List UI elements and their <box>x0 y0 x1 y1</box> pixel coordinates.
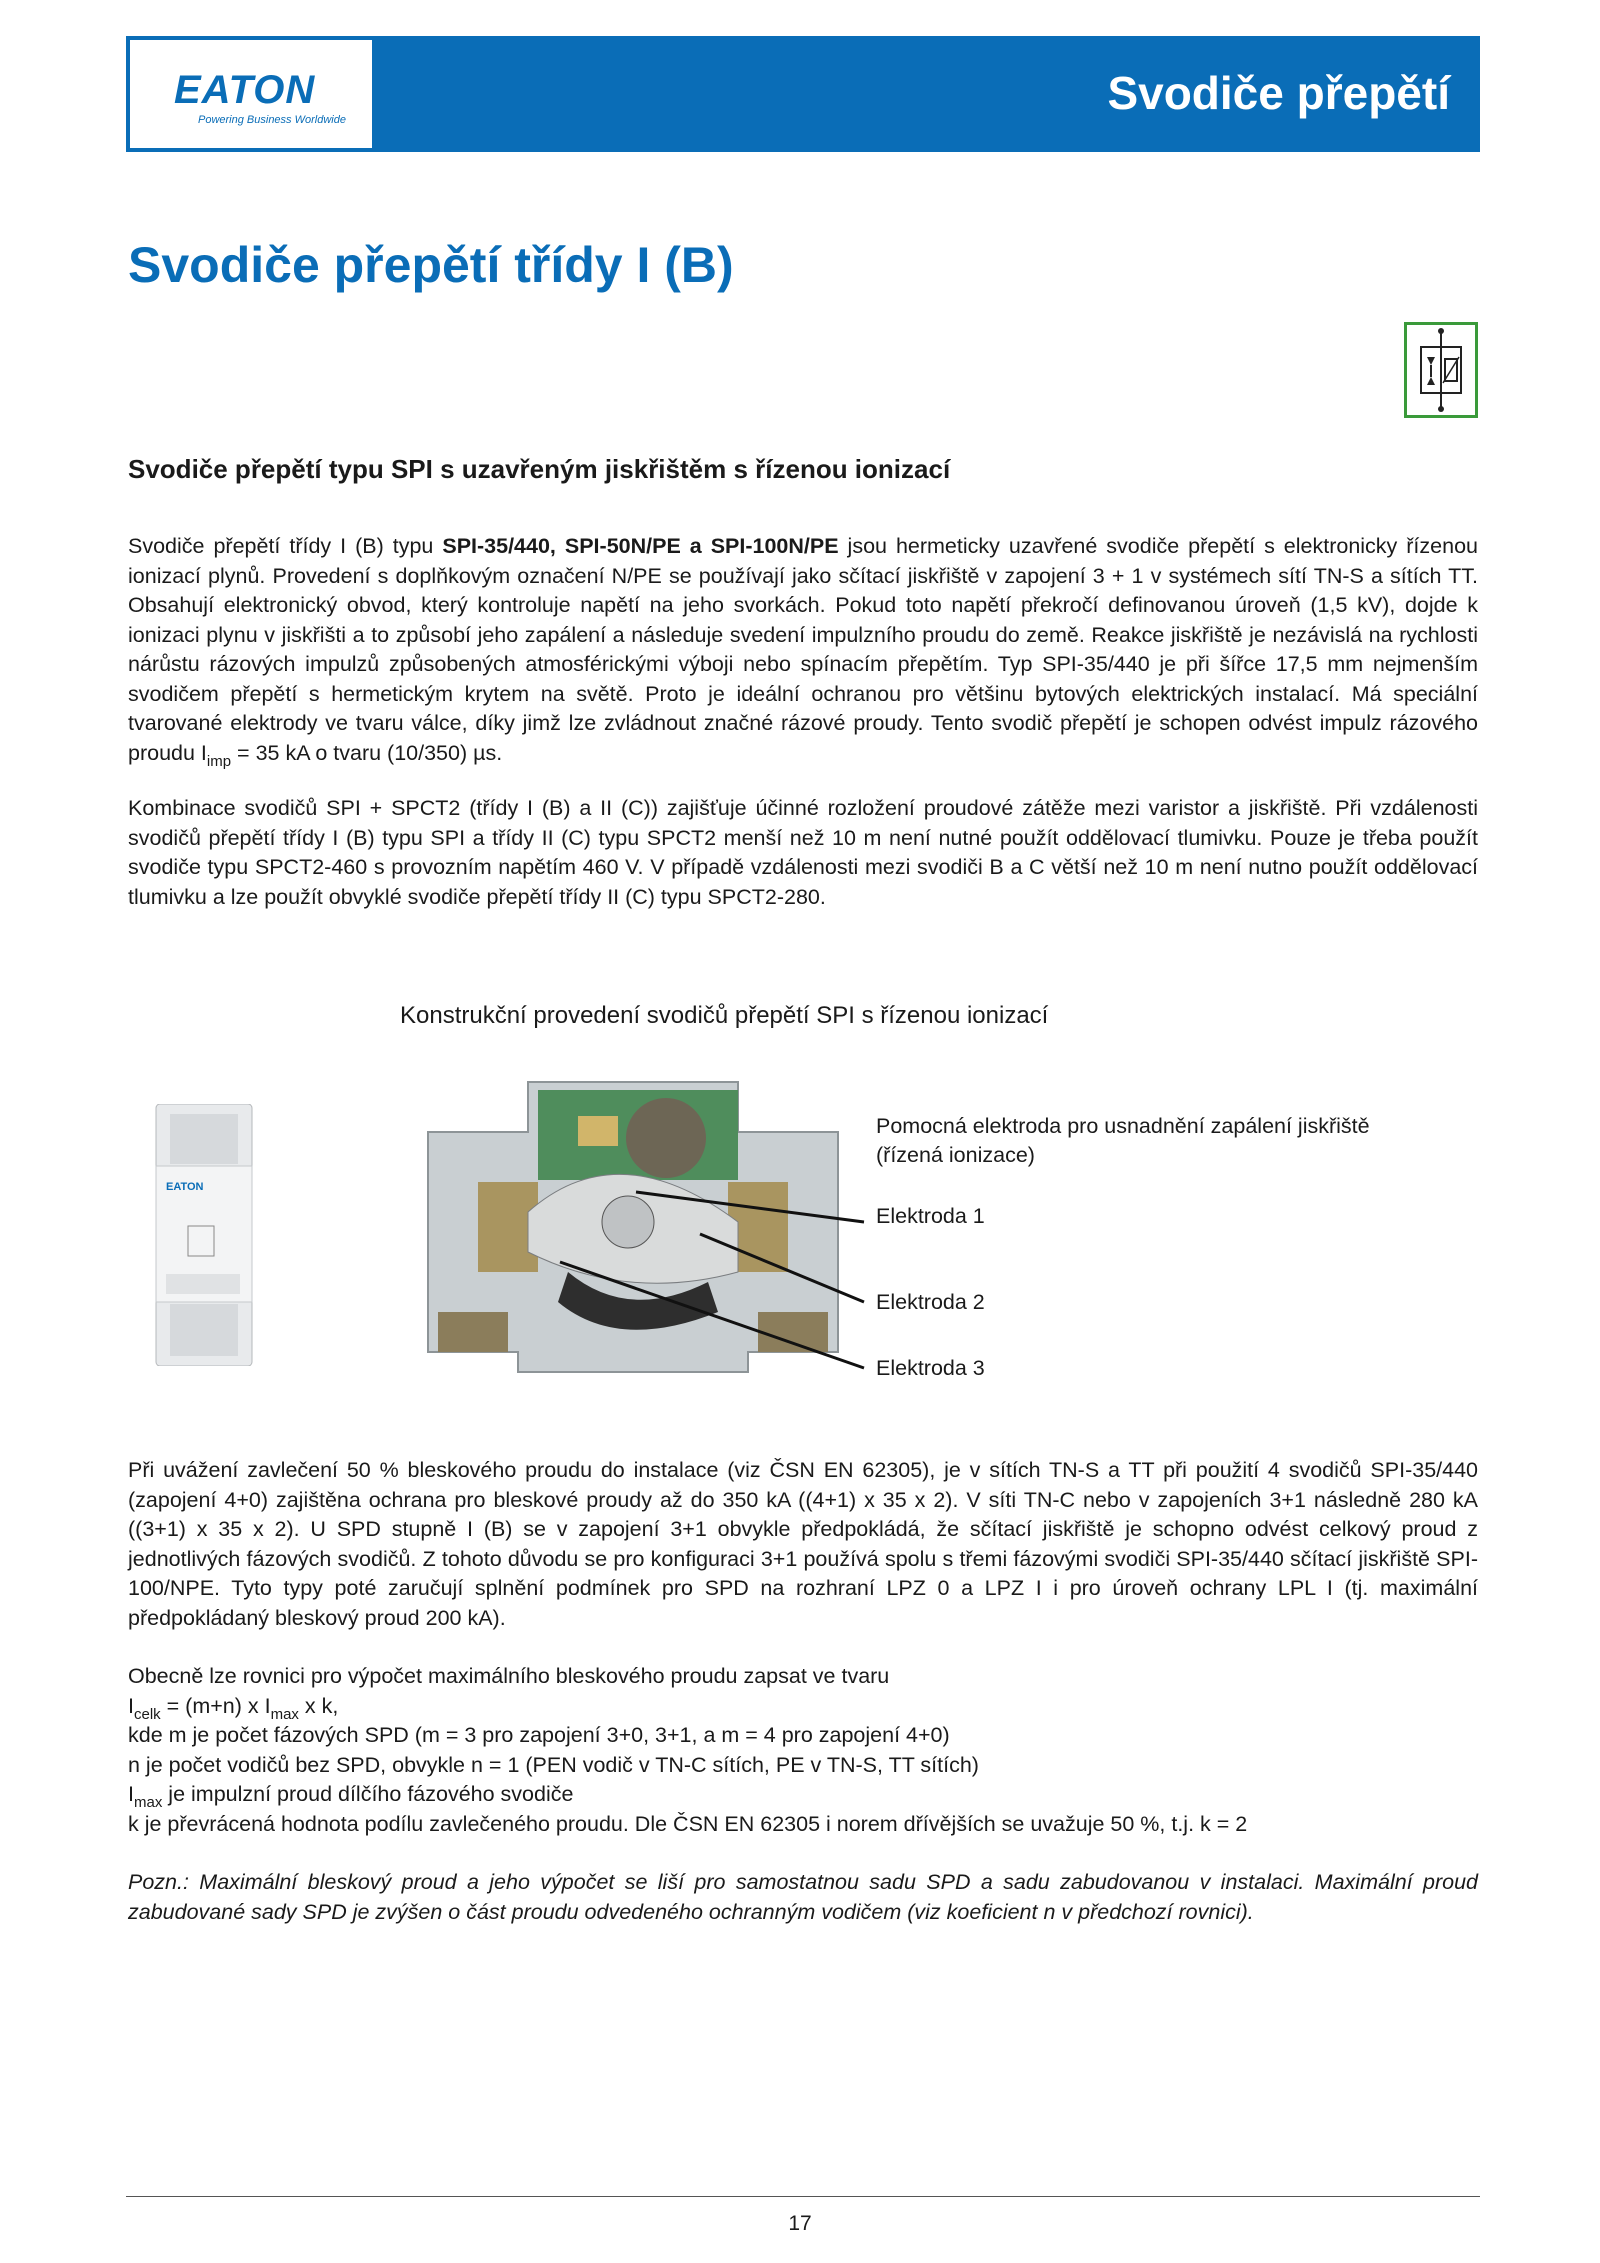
intro-text-c: = 35 kA o tvaru (10/350) µs. <box>231 740 503 765</box>
formula-k-definition: k je převrácená hodnota podílu zavlečeného proudu. Dle ČSN EN 62305 i norem dřívějších se uvažuje 50 %, t.j. k = 2 <box>128 1811 1248 1836</box>
section-subtitle: Svodiče přepětí typu SPI s uzavřeným jiskřištěm s řízenou ionizací <box>128 454 951 484</box>
page-title: Svodiče přepětí třídy I (B) <box>128 237 734 293</box>
logo-wordmark: EATON <box>174 68 316 112</box>
label-electrode-3: Elektroda 3 <box>876 1356 985 1380</box>
formula-n-definition: n je počet vodičů bez SPD, obvykle n = 1 (PEN vodič v TN-C sítích, PE v TN-S, TT sítích) <box>128 1752 979 1777</box>
intro-subscript: imp <box>206 752 232 770</box>
figure-caption: Konstrukční provedení svodičů přepětí SPI s řízenou ionizací <box>400 1002 1049 1029</box>
intro-product-names: SPI-35/440, SPI-50N/PE a SPI-100N/PE <box>442 534 839 558</box>
combination-paragraph: Kombinace svodičů SPI + SPCT2 (třídy I (B) a II (C)) zajišťuje účinné rozložení proudové zátěže mezi varistor a jiskřiště. Při vzdálenosti svodičů přepětí třídy I (B) typu SPI a třídy II (C) typu SPCT2 menší než 10 m není nutné použít oddělovací tlumivku. Pouze je třeba použít svodiče typu SPCT2-460 s provozním napětím 460 V. V případě vzdálenosti mezi svodiči B a C větší než 10 m není nutno použít oddělovací tlumivku a lze použít obvyklé svodiče přepětí třídy II (C) typu SPCT2-280. <box>128 796 1478 909</box>
label-aux-electrode-note: (řízená ionizace) <box>876 1143 1035 1167</box>
protection-paragraph: Při uvážení zavlečení 50 % bleskového proudu do instalace (viz ČSN EN 62305), je v sítích TN-S a TT při použití 4 svodičů SPI-35/440 (zapojení 4+0) zajištěna ochrana pro bleskové proudy až do 350 kA ((4+1) x 35 x 2). V síti TN-C nebo v zapojeních 3+1 následně 280 kA ((3+1) x 35 x 2). U SPD stupně I (B) se v zapojení 3+1 obvykle předpokládá, že sčítací jiskřiště je schopno odvést celkový proud z jednotlivých fázových svodičů. Z tohoto důvodu se pro konfiguraci 3+1 používá spolu s třemi fázovými svodiči SPI-35/440 sčítací jiskřiště SPI-100/NPE. Tyto typy poté zaručují splnění podmínek pro SPD na rozhraní LPZ 0 a LPZ I i pro úroveň ochrany LPL I (tj. maximální předpokládaný bleskový proud 200 kA). <box>128 1458 1478 1630</box>
intro-text-b: jsou hermeticky uzavřené svodiče přepětí s elektronicky řízenou ionizací plynů. Provedení s doplňkovým označení N/PE se používají jako sčítací jiskřiště v zapojení 3 + 1 v systémech sítí TN-S a sítích TT. Obsahují elektronický obvod, který kontroluje napětí na jeho svorkách. Pokud toto napětí překročí definovanou úroveň (1,5 kV), dojde k ionizaci plynu v jiskřišti a to způsobí jeho zapálení a následuje svedení impulzního proudu do země. Reakce jiskřiště je nezávislá na rychlosti nárůstu rázových impulzů způsobených atmosférickými výboji nebo spínacím přepětím. Typ SPI-35/440 je při šířce 17,5 mm nejmenším svodičem přepětí s hermetickým krytem na světě. Proto je ideální ochranou pro většinu bytových elektrických instalací. Má speciální tvarované elektrody ve tvaru válce, díky jimž lze zvládnout značné rázové proudy. Tento svodič přepětí je schopen odvést impulz rázového proudu I <box>128 534 1478 765</box>
formula-block <box>128 1662 1478 1839</box>
label-aux-electrode: Pomocná elektroda pro usnadnění zapálení jiskřiště <box>876 1114 1370 1138</box>
label-electrode-1: Elektroda 1 <box>876 1204 985 1228</box>
label-electrode-2: Elektroda 2 <box>876 1290 985 1314</box>
note-paragraph: Pozn.: Maximální bleskový proud a jeho výpočet se liší pro samostatnou sadu SPD a sadu zabudovanou v instalaci. Maximální proud zabudované sady SPD je zvýšen o část proudu odvedeného ochranným vodičem (viz koeficient n v předchozí rovnici). <box>128 1870 1478 1924</box>
logo-tagline: Powering Business Worldwide <box>198 114 346 126</box>
formula-imax-definition: $I_{max}$ je impulzní proud dílčího fázového svodiče <box>128 1782 574 1811</box>
intro-text-a: Svodiče přepětí třídy I (B) typu <box>128 534 443 558</box>
svg-text:EATON: EATON <box>166 1181 204 1193</box>
formula-equation: $I_{celk} = (m+n)$ x $I_{max}$ x k, <box>128 1693 339 1723</box>
page-number: 17 <box>788 2212 812 2235</box>
footer-rule <box>126 2196 1480 2197</box>
formula-intro: Obecně lze rovnici pro výpočet maximálního bleskového proudu zapsat ve tvaru <box>128 1664 890 1688</box>
formula-m-definition: kde m je počet fázových SPD (m = 3 pro zapojení 3+0, 3+1, a m = 4 pro zapojení 4+0) <box>128 1723 950 1747</box>
section-title: Svodiče přepětí <box>1107 67 1450 119</box>
